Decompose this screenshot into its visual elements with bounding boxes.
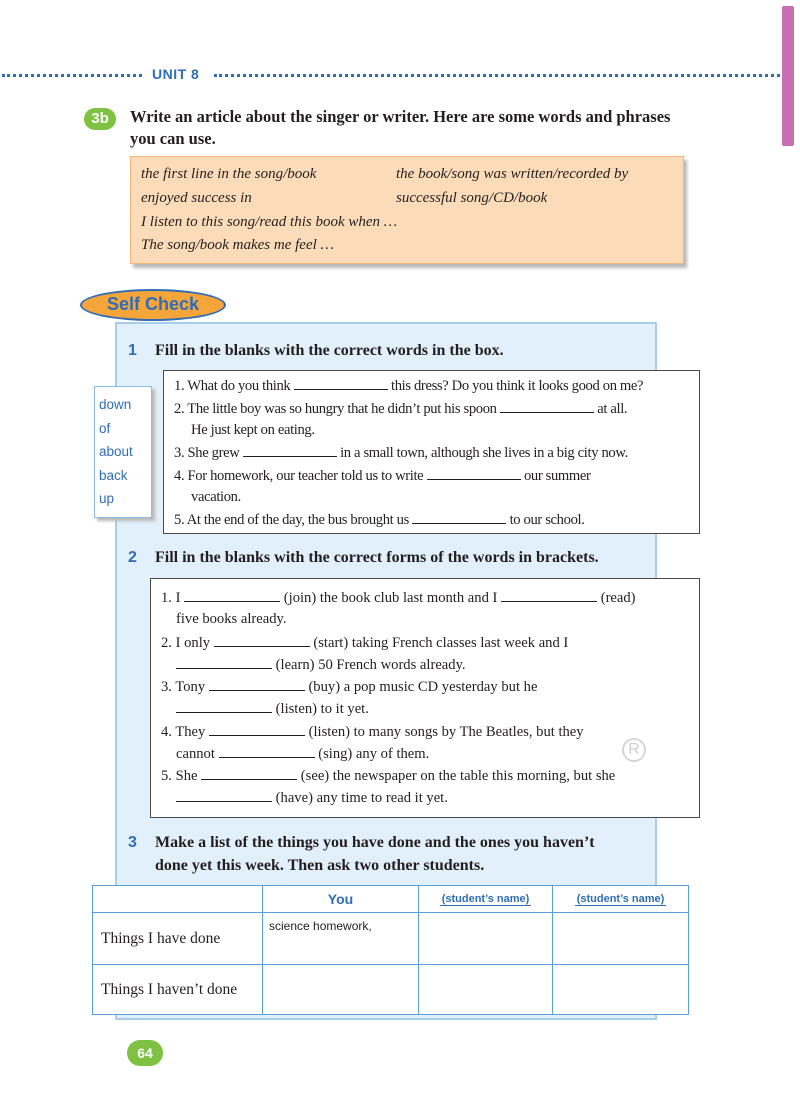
question-number: 1 [128,342,137,359]
question-1-sentences-box [163,370,700,534]
sentence-text: our summer [523,468,591,484]
sentence-text: (buy) a pop music CD yesterday but he [308,679,538,695]
answer-blank[interactable] [209,723,305,736]
answer-blank[interactable] [412,511,506,524]
answer-blank[interactable] [209,678,305,691]
sentence-text: 2. The little boy was so hungry that he didn’t put his spoon [174,401,497,417]
sentence-line [174,377,643,395]
sentence-line [191,489,241,506]
row-label-not-done: Things I haven’t done [93,965,263,1015]
section-badge-3b: 3b [84,108,116,130]
question-number: 3 [128,834,137,851]
sentence-text: vacation. [191,489,241,505]
word-option: back [99,467,128,483]
sentence-text: (listen) to it yet. [275,701,369,717]
sentence-text: He just kept on eating. [191,422,315,438]
answer-blank[interactable] [427,467,521,480]
answer-blank[interactable] [294,377,388,390]
sentence-line [161,589,636,607]
sentence-text: (sing) any of them. [318,746,430,762]
sentence-text: cannot [176,746,215,762]
sentence-text: 3. Tony [161,679,206,695]
question-2-instruction: Fill in the blanks with the correct forms of the words in brackets. [155,549,599,566]
sentence-text: (read) [600,590,636,606]
sentence-text: at all. [597,401,628,417]
sentence-text: 3. She grew [174,445,240,461]
sentence-line [176,656,466,674]
sentence-line [174,467,591,485]
word-option: down [99,397,132,412]
column-header-student [553,886,689,913]
phrase-box [130,156,684,264]
phrase-item: successful song/CD/book [396,190,548,206]
answer-cell[interactable] [419,965,553,1015]
answer-cell-you-done[interactable]: science homework, [263,913,419,965]
sentence-text: five books already. [176,611,287,627]
question-3-instruction-line1: Make a list of the things you have done and the ones you haven’t [155,834,595,851]
table-row [93,965,689,1015]
sentence-line [161,723,584,741]
sentence-line [174,400,627,418]
word-option: up [99,491,115,506]
sentence-text: 5. She [161,768,198,784]
phrase-item: the book/song was written/recorded by [396,166,629,182]
answer-blank[interactable] [219,745,315,758]
sentence-line [191,422,315,439]
answer-cell[interactable] [553,913,689,965]
phrase-item: enjoyed success in [141,190,252,206]
question-3-instruction-line2: done yet this week. Then ask two other students. [155,857,485,874]
sentence-line [176,611,287,628]
sentence-line [174,511,585,529]
sentence-line [161,634,568,652]
student-name-label: (student’s name) [441,892,530,905]
column-header-you: You [263,886,419,913]
word-box [94,386,152,518]
edge-tab-marker [782,6,794,146]
phrase-item: The song/book makes me feel … [141,237,334,253]
sentence-text: to our school. [509,512,585,528]
answer-cell[interactable] [553,965,689,1015]
sentence-text: (have) any time to read it yet. [275,790,448,806]
sentence-text: (start) taking French classes last week and I [313,635,569,651]
answer-blank[interactable] [501,589,597,602]
phrase-item: the first line in the song/book [141,166,317,182]
section-3b-instruction: Write an article about the singer or writer. Here are some words and phrases you can use. [130,107,671,148]
header-dotted-rule-right [214,74,780,77]
answer-blank[interactable] [176,700,272,713]
table-row [93,913,689,965]
sentence-text: 1. I [161,590,181,606]
answer-blank[interactable] [500,400,594,413]
survey-table [92,885,689,1015]
answer-blank[interactable] [184,589,280,602]
answer-cell[interactable] [419,913,553,965]
sentence-line [161,678,537,696]
answer-blank[interactable] [214,634,310,647]
sentence-line [161,767,615,785]
sentence-text: this dress? Do you think it looks good on me? [391,378,644,394]
sentence-text: 2. I only [161,635,211,651]
phrase-item: I listen to this song/read this book when … [141,214,398,230]
answer-blank[interactable] [176,656,272,669]
unit-label: UNIT 8 [152,66,200,82]
sentence-line [174,444,628,462]
sentence-line [176,789,448,807]
column-header-student [419,886,553,913]
sentence-text: in a small town, although she lives in a big city now. [340,445,628,461]
student-name-label: (student’s name) [576,892,665,905]
sentence-text: 4. For homework, our teacher told us to write [174,468,424,484]
row-label-done: Things I have done [93,913,263,965]
sentence-text: (learn) 50 French words already. [275,657,466,673]
registered-mark-watermark: R [622,738,646,762]
header-dotted-rule-left [2,74,142,77]
word-option: of [99,420,111,436]
sentence-line [176,745,429,763]
word-option: about [99,444,133,459]
sentence-line [176,700,369,718]
answer-blank[interactable] [201,767,297,780]
sentence-text: 5. At the end of the day, the bus brought us [174,512,409,528]
sentence-text: 4. They [161,724,206,740]
sentence-text: (join) the book club last month and I [283,590,498,606]
answer-blank[interactable] [176,789,272,802]
page-number: 64 [127,1040,163,1066]
self-check-title: Self Check [106,294,200,314]
answer-blank[interactable] [243,444,337,457]
table-header-row [93,886,689,913]
sentence-text: 1. What do you think [174,378,291,394]
sentence-text: (listen) to many songs by The Beatles, but they [308,724,584,740]
table-corner-cell [93,886,263,913]
question-1-instruction: Fill in the blanks with the correct words in the box. [155,342,504,359]
answer-cell[interactable] [263,965,419,1015]
sentence-text: (see) the newspaper on the table this morning, but she [300,768,616,784]
question-number: 2 [128,549,137,566]
question-2-sentences-box [150,578,700,818]
